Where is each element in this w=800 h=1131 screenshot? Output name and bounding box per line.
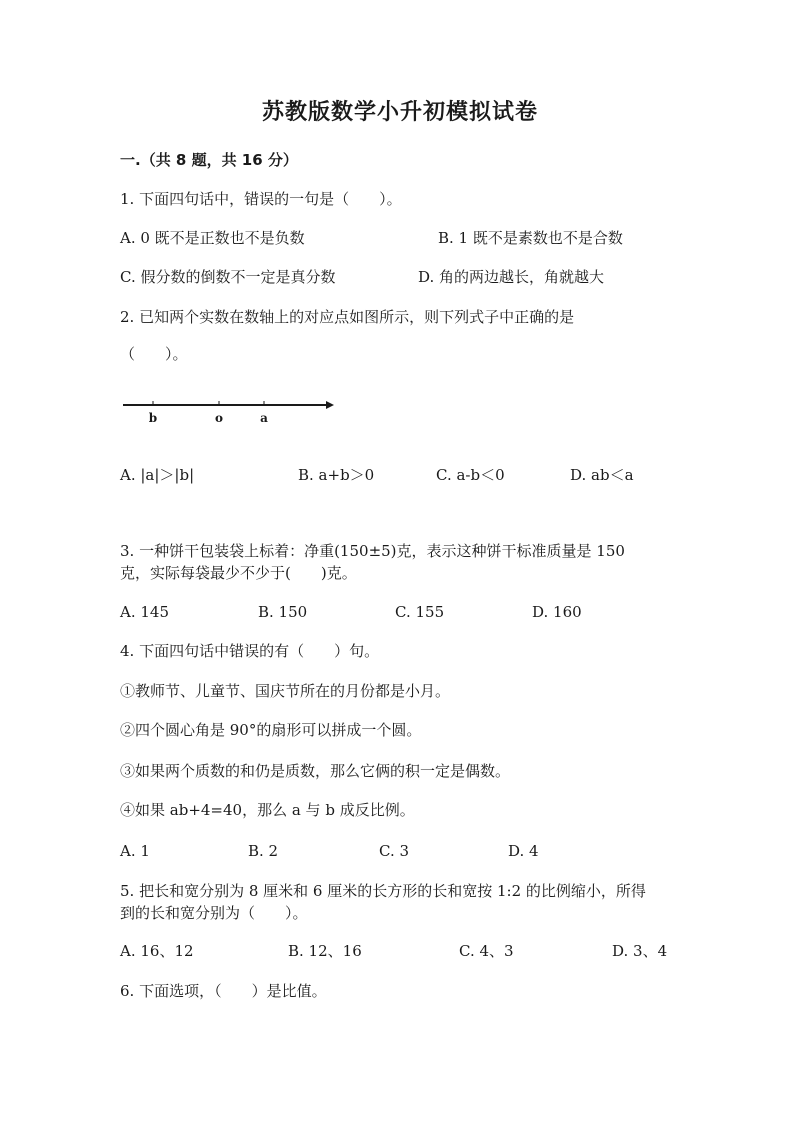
- number-line-arrow-icon: [326, 401, 334, 409]
- question-4-option-c: C. 3: [379, 842, 410, 860]
- question-2-stem-line2: （ ）。: [120, 345, 188, 363]
- label-o: o: [214, 411, 224, 425]
- question-3-stem-line1: 3. 一种饼干包装袋上标着：净重(150±5)克，表示这种饼干标准质量是 150: [120, 542, 625, 560]
- question-4-stem: 4. 下面四句话中错误的有（ ）句。: [120, 642, 380, 660]
- label-b: b: [148, 411, 158, 425]
- question-4-statement-2: ②四个圆心角是 90°的扇形可以拼成一个圆。: [120, 721, 422, 739]
- question-5-option-c: C. 4、3: [459, 942, 514, 960]
- question-4-option-d: D. 4: [508, 842, 539, 860]
- question-1-option-d: D. 角的两边越长，角就越大: [418, 268, 605, 286]
- question-1-option-b: B. 1 既不是素数也不是合数: [438, 229, 623, 247]
- question-5-option-b: B. 12、16: [288, 942, 362, 960]
- question-2-option-c: C. a-b＜0: [436, 466, 505, 484]
- question-4-option-b: B. 2: [248, 842, 279, 860]
- question-1-option-c: C. 假分数的倒数不一定是真分数: [120, 268, 336, 286]
- page-title: 苏教版数学小升初模拟试卷: [261, 100, 538, 125]
- question-2-option-b: B. a+b＞0: [298, 466, 375, 484]
- question-2-stem-line1: 2. 已知两个实数在数轴上的对应点如图所示，则下列式子中正确的是: [120, 308, 575, 326]
- question-5-stem-line2: 到的长和宽分别为（ ）。: [120, 904, 308, 922]
- question-4-statement-1: ①教师节、儿童节、国庆节所在的月份都是小月。: [120, 682, 451, 700]
- question-2-option-d: D. ab＜a: [570, 466, 634, 484]
- question-3-option-d: D. 160: [532, 603, 582, 621]
- question-5-stem-line1: 5. 把长和宽分别为 8 厘米和 6 厘米的长方形的长和宽按 1:2 的比例缩小，所得: [120, 882, 646, 900]
- question-4-option-a: A. 1: [120, 842, 150, 860]
- question-2-option-a: A. |a|＞|b|: [120, 466, 195, 484]
- question-3-option-a: A. 145: [120, 603, 169, 621]
- question-4-statement-4: ④如果 ab+4=40，那么 a 与 b 成反比例。: [120, 801, 415, 819]
- section-heading: 一.（共 8 题，共 16 分）: [120, 151, 298, 169]
- question-5-option-d: D. 3、4: [612, 942, 668, 960]
- question-1-stem: 1. 下面四句话中，错误的一句是（ ）。: [120, 190, 402, 208]
- question-1-option-a: A. 0 既不是正数也不是负数: [120, 229, 305, 247]
- question-4-statement-3: ③如果两个质数的和仍是质数，那么它俩的积一定是偶数。: [120, 762, 511, 780]
- question-5-option-a: A. 16、12: [120, 942, 194, 960]
- label-a: a: [260, 411, 268, 425]
- number-line-figure: [120, 392, 340, 428]
- question-3-option-c: C. 155: [395, 603, 445, 621]
- question-3-stem-line2: 克，实际每袋最少不少于( )克。: [120, 564, 357, 582]
- question-6-stem: 6. 下面选项，（ ）是比值。: [120, 982, 327, 1000]
- question-3-option-b: B. 150: [258, 603, 308, 621]
